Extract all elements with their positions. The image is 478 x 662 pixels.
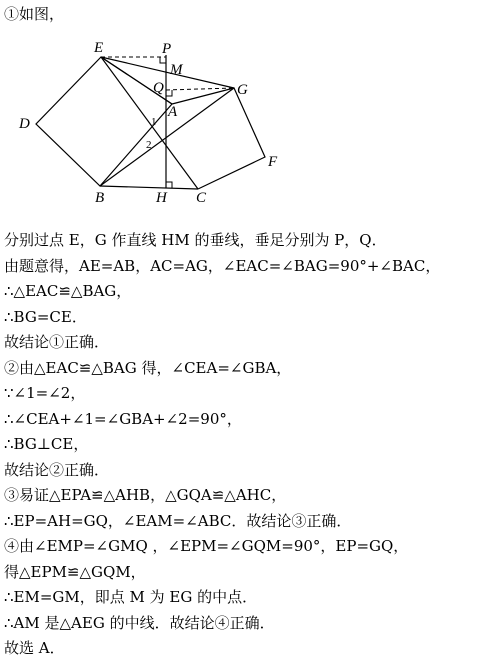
solution-line: ∵∠1=∠2， [4, 384, 86, 402]
solution-line: 分别过点 E，G 作直线 HM 的垂线，垂足分别为 P，Q． [4, 231, 387, 249]
label-angle-2: 2 [146, 139, 152, 151]
problem-intro: ①如图， [4, 5, 65, 23]
geometry-figure [0, 0, 478, 228]
solution-text [4, 228, 476, 662]
solution-line: ∴EP=AH=GQ，∠EAM=∠ABC．故结论③正确． [4, 511, 352, 530]
label-Q: Q [153, 80, 164, 96]
solution-line: ④由∠EMP=∠GMQ ，∠EPM=∠GQM=90°，EP=GQ， [4, 537, 409, 555]
solution-line: 故结论②正确． [4, 460, 110, 479]
segment-bg [100, 88, 234, 186]
label-angle-1: 1 [151, 116, 157, 128]
label-M: M [170, 62, 183, 78]
solution-line: ∴△EAC≌△BAG， [4, 282, 132, 300]
solution-line: ∴BG=CE． [4, 307, 87, 326]
solution-line: ③易证△EPA≌△AHB，△GQA≌△AHC， [4, 486, 287, 504]
label-B: B [95, 190, 105, 206]
solution-line: 故结论①正确． [4, 333, 110, 351]
label-P: P [162, 41, 172, 57]
dashed-gq [166, 88, 234, 90]
solution-line: 由题意得，AE=AB，AC=AG，∠EAC=∠BAG=90°+∠BAC， [4, 256, 441, 275]
label-G: G [237, 82, 248, 98]
square-acfg [172, 88, 265, 189]
label-A: A [168, 104, 178, 120]
label-D: D [19, 116, 30, 132]
label-C: C [196, 190, 207, 206]
solution-line: 得△EPM≌△GQM， [4, 562, 146, 581]
solution-line: ∴AM 是△AEG 的中线．故结论④正确． [4, 613, 275, 632]
solution-line: ∴∠CEA+∠1=∠GBA+∠2=90°， [4, 409, 242, 428]
solution-line: ∴BG⊥CE， [4, 435, 89, 453]
right-angle-q [166, 90, 172, 96]
solution-line: ②由△EAC≌△BAG 得，∠CEA=∠GBA， [4, 358, 292, 377]
label-E: E [94, 40, 104, 56]
segment-bc [100, 186, 198, 189]
right-angle-h [166, 182, 172, 188]
label-H: H [156, 190, 167, 206]
solution-line: ∴EM=GM，即点 M 为 EG 的中点． [4, 588, 258, 606]
label-F: F [268, 154, 278, 170]
solution-line: 故选 A． [4, 639, 65, 657]
right-angle-p [160, 57, 166, 63]
